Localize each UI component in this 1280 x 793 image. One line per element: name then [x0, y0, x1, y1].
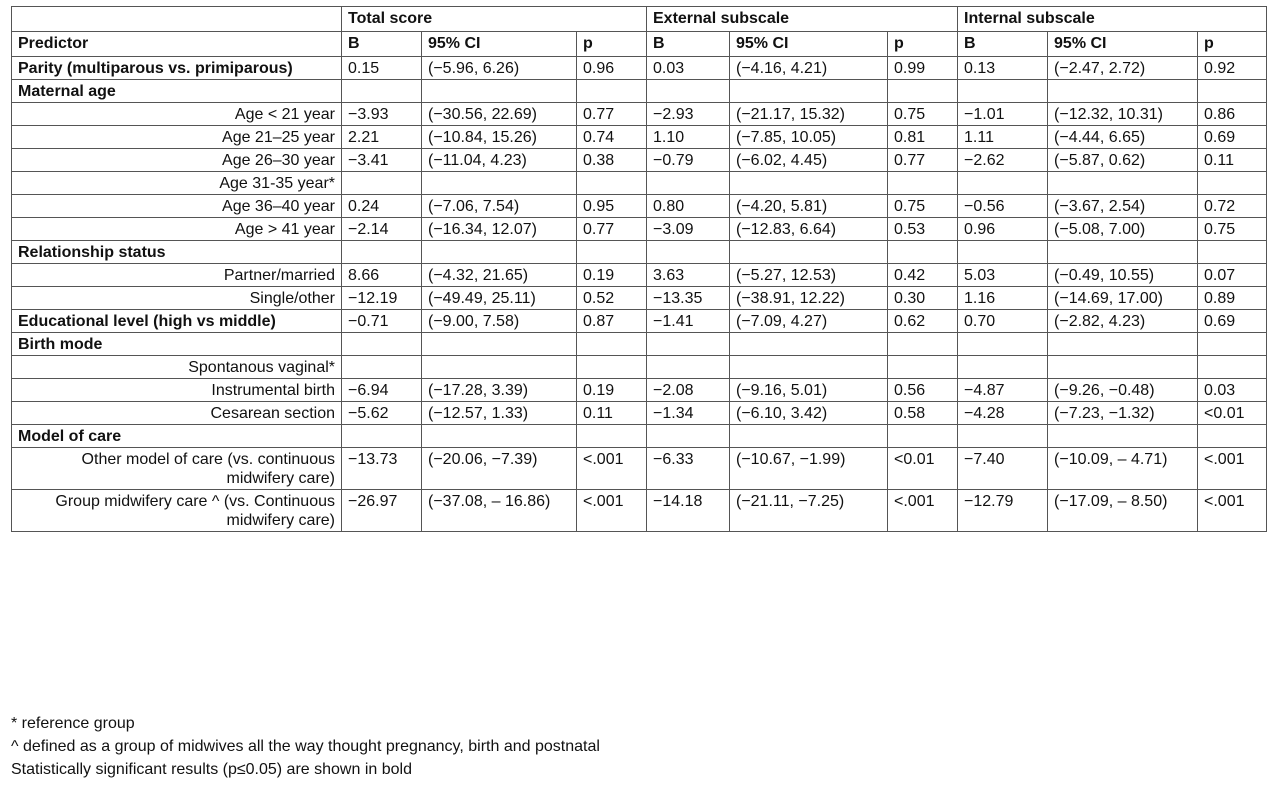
- column-header: p: [1198, 32, 1267, 57]
- footnote-significance: Statistically significant results (p≤0.05) are shown in bold: [11, 761, 412, 778]
- footnote-reference-group: * reference group: [11, 715, 135, 732]
- table-cell: [958, 241, 1048, 264]
- table-row: [12, 356, 1267, 379]
- table-cell: [422, 80, 577, 103]
- table-cell: [730, 356, 888, 379]
- column-header: 95% CI: [730, 32, 888, 57]
- table-cell: [342, 172, 422, 195]
- table-cell: (−7.85, 10.05): [730, 126, 888, 149]
- table-cell: [888, 356, 958, 379]
- table-cell: 0.75: [888, 195, 958, 218]
- table-cell: [730, 241, 888, 264]
- table-cell: [958, 356, 1048, 379]
- table-cell: 0.70: [958, 310, 1048, 333]
- table-cell: [1198, 356, 1267, 379]
- table-cell: (−0.49, 10.55): [1048, 264, 1198, 287]
- table-cell: 0.80: [647, 195, 730, 218]
- table-cell: 0.77: [577, 103, 647, 126]
- table-cell: 0.30: [888, 287, 958, 310]
- table-cell: −2.14: [342, 218, 422, 241]
- table-cell: −6.94: [342, 379, 422, 402]
- table-cell: −3.93: [342, 103, 422, 126]
- predictor-cell: Cesarean section: [12, 402, 342, 425]
- table-cell: [342, 425, 422, 448]
- table-cell: [577, 425, 647, 448]
- table-cell: <.001: [1198, 490, 1267, 532]
- column-header: 95% CI: [422, 32, 577, 57]
- table-cell: (−21.17, 15.32): [730, 103, 888, 126]
- table-cell: −4.28: [958, 402, 1048, 425]
- column-header: Predictor: [12, 32, 342, 57]
- table-cell: 0.19: [577, 379, 647, 402]
- table-cell: [422, 333, 577, 356]
- table-cell: <0.01: [1198, 402, 1267, 425]
- footnote-group-definition: ^ defined as a group of midwives all the way thought pregnancy, birth and postnatal: [11, 738, 600, 755]
- predictor-cell: Age 36–40 year: [12, 195, 342, 218]
- table-cell: −2.93: [647, 103, 730, 126]
- table-cell: (−10.09, – 4.71): [1048, 448, 1198, 490]
- group-header-internal-subscale: Internal subscale: [958, 7, 1267, 32]
- table-cell: 0.69: [1198, 310, 1267, 333]
- table-cell: 0.03: [1198, 379, 1267, 402]
- table-row: [12, 172, 1267, 195]
- table-cell: (−7.23, −1.32): [1048, 402, 1198, 425]
- table-cell: 0.72: [1198, 195, 1267, 218]
- table-cell: −1.01: [958, 103, 1048, 126]
- predictor-cell: Age 31-35 year*: [12, 172, 342, 195]
- table-cell: [577, 356, 647, 379]
- table-cell: −1.41: [647, 310, 730, 333]
- table-cell: (−4.44, 6.65): [1048, 126, 1198, 149]
- table-cell: 0.77: [888, 149, 958, 172]
- table-cell: −3.41: [342, 149, 422, 172]
- table-cell: 0.52: [577, 287, 647, 310]
- table-cell: [730, 172, 888, 195]
- predictor-cell: Age < 21 year: [12, 103, 342, 126]
- table-cell: <0.01: [888, 448, 958, 490]
- table-cell: (−17.09, – 8.50): [1048, 490, 1198, 532]
- table-cell: 0.42: [888, 264, 958, 287]
- table-cell: [1198, 80, 1267, 103]
- table-cell: [958, 333, 1048, 356]
- table-cell: [342, 241, 422, 264]
- table-cell: −13.35: [647, 287, 730, 310]
- table-cell: [958, 425, 1048, 448]
- table-cell: (−9.16, 5.01): [730, 379, 888, 402]
- table-cell: (−7.06, 7.54): [422, 195, 577, 218]
- table-cell: −0.79: [647, 149, 730, 172]
- predictor-cell: Age 26–30 year: [12, 149, 342, 172]
- table-cell: (−12.83, 6.64): [730, 218, 888, 241]
- table-cell: (−4.32, 21.65): [422, 264, 577, 287]
- table-cell: (−2.82, 4.23): [1048, 310, 1198, 333]
- table-cell: (−6.10, 3.42): [730, 402, 888, 425]
- column-header: p: [577, 32, 647, 57]
- table-cell: [1048, 241, 1198, 264]
- table-cell: −2.08: [647, 379, 730, 402]
- table-cell: (−5.08, 7.00): [1048, 218, 1198, 241]
- predictor-cell: Parity (multiparous vs. primiparous): [12, 57, 342, 80]
- predictor-cell: Single/other: [12, 287, 342, 310]
- table-cell: [730, 80, 888, 103]
- table-cell: 1.16: [958, 287, 1048, 310]
- predictor-cell: Other model of care (vs. continuous midwifery care): [12, 448, 342, 490]
- table-cell: <.001: [888, 490, 958, 532]
- group-header-external-subscale: External subscale: [647, 7, 958, 32]
- table-cell: 0.13: [958, 57, 1048, 80]
- column-header: 95% CI: [1048, 32, 1198, 57]
- table-cell: [888, 80, 958, 103]
- table-body: [12, 57, 1267, 532]
- table-cell: (−6.02, 4.45): [730, 149, 888, 172]
- table-row: [12, 264, 1267, 287]
- table-cell: (−49.49, 25.11): [422, 287, 577, 310]
- table-row: [12, 490, 1267, 532]
- table-cell: (−10.84, 15.26): [422, 126, 577, 149]
- table-cell: 2.21: [342, 126, 422, 149]
- table-cell: (−20.06, −7.39): [422, 448, 577, 490]
- table-cell: 0.96: [958, 218, 1048, 241]
- table-cell: [1198, 241, 1267, 264]
- column-header: p: [888, 32, 958, 57]
- table-cell: [888, 333, 958, 356]
- table-cell: −12.79: [958, 490, 1048, 532]
- table-cell: −5.62: [342, 402, 422, 425]
- table-cell: (−5.27, 12.53): [730, 264, 888, 287]
- table-cell: [1048, 333, 1198, 356]
- table-cell: 0.53: [888, 218, 958, 241]
- table-cell: (−37.08, – 16.86): [422, 490, 577, 532]
- table-row: [12, 379, 1267, 402]
- table-cell: 0.75: [1198, 218, 1267, 241]
- table-cell: [647, 356, 730, 379]
- table-cell: (−21.11, −7.25): [730, 490, 888, 532]
- table-cell: 0.95: [577, 195, 647, 218]
- predictor-cell: Age 21–25 year: [12, 126, 342, 149]
- table-cell: 0.75: [888, 103, 958, 126]
- column-header: B: [342, 32, 422, 57]
- table-row: [12, 103, 1267, 126]
- table-cell: [422, 425, 577, 448]
- table-row: [12, 218, 1267, 241]
- table-cell: [647, 333, 730, 356]
- table-cell: 0.38: [577, 149, 647, 172]
- table-cell: [422, 241, 577, 264]
- table-cell: 0.56: [888, 379, 958, 402]
- table-cell: [888, 241, 958, 264]
- table-cell: 0.89: [1198, 287, 1267, 310]
- table-cell: [647, 80, 730, 103]
- table-cell: [577, 241, 647, 264]
- table-cell: (−3.67, 2.54): [1048, 195, 1198, 218]
- table-cell: −2.62: [958, 149, 1048, 172]
- table-cell: 1.10: [647, 126, 730, 149]
- table-cell: [888, 425, 958, 448]
- table-cell: [577, 80, 647, 103]
- table-cell: [1048, 80, 1198, 103]
- table-cell: (−14.69, 17.00): [1048, 287, 1198, 310]
- table-row: [12, 425, 1267, 448]
- table-row: [12, 310, 1267, 333]
- predictor-cell: Age > 41 year: [12, 218, 342, 241]
- table-cell: 0.19: [577, 264, 647, 287]
- table-cell: [730, 425, 888, 448]
- table-cell: 0.69: [1198, 126, 1267, 149]
- table-cell: [342, 356, 422, 379]
- table-cell: [1198, 333, 1267, 356]
- table-cell: [1198, 172, 1267, 195]
- table-row: [12, 333, 1267, 356]
- table-cell: −1.34: [647, 402, 730, 425]
- regression-table: [11, 6, 1267, 532]
- predictor-cell: Model of care: [12, 425, 342, 448]
- table-cell: [342, 333, 422, 356]
- table-cell: 0.58: [888, 402, 958, 425]
- table-cell: <.001: [577, 448, 647, 490]
- table-cell: [577, 172, 647, 195]
- predictor-cell: Relationship status: [12, 241, 342, 264]
- predictor-cell: Educational level (high vs middle): [12, 310, 342, 333]
- table-cell: [422, 172, 577, 195]
- table-cell: (−12.32, 10.31): [1048, 103, 1198, 126]
- table-cell: −0.71: [342, 310, 422, 333]
- table-cell: −0.56: [958, 195, 1048, 218]
- group-header-row: [12, 7, 1267, 32]
- table-cell: 0.99: [888, 57, 958, 80]
- table-cell: (−16.34, 12.07): [422, 218, 577, 241]
- table-cell: (−7.09, 4.27): [730, 310, 888, 333]
- table-cell: [958, 172, 1048, 195]
- table-cell: −12.19: [342, 287, 422, 310]
- table-cell: −26.97: [342, 490, 422, 532]
- table-cell: [958, 80, 1048, 103]
- table-cell: 0.03: [647, 57, 730, 80]
- table-cell: 0.62: [888, 310, 958, 333]
- table-cell: [342, 80, 422, 103]
- table-cell: −7.40: [958, 448, 1048, 490]
- table-cell: <.001: [1198, 448, 1267, 490]
- table-cell: (−30.56, 22.69): [422, 103, 577, 126]
- table-cell: (−4.20, 5.81): [730, 195, 888, 218]
- table-cell: [1048, 356, 1198, 379]
- table-cell: [422, 356, 577, 379]
- table-cell: (−11.04, 4.23): [422, 149, 577, 172]
- predictor-cell: Birth mode: [12, 333, 342, 356]
- table-cell: −14.18: [647, 490, 730, 532]
- column-header: B: [647, 32, 730, 57]
- table-cell: −13.73: [342, 448, 422, 490]
- table-cell: 0.87: [577, 310, 647, 333]
- footnotes: [11, 712, 600, 781]
- table-cell: (−2.47, 2.72): [1048, 57, 1198, 80]
- table-cell: 0.74: [577, 126, 647, 149]
- table-row: [12, 57, 1267, 80]
- table-cell: 0.92: [1198, 57, 1267, 80]
- table-cell: [577, 333, 647, 356]
- table-cell: 5.03: [958, 264, 1048, 287]
- table-cell: (−4.16, 4.21): [730, 57, 888, 80]
- table-cell: (−17.28, 3.39): [422, 379, 577, 402]
- table-row: [12, 241, 1267, 264]
- table-cell: 0.11: [577, 402, 647, 425]
- table-cell: [647, 241, 730, 264]
- table-row: [12, 402, 1267, 425]
- table-cell: <.001: [577, 490, 647, 532]
- table-cell: [888, 172, 958, 195]
- table-cell: −6.33: [647, 448, 730, 490]
- predictor-cell: Maternal age: [12, 80, 342, 103]
- table-cell: −4.87: [958, 379, 1048, 402]
- table-row: [12, 149, 1267, 172]
- column-header-row: [12, 32, 1267, 57]
- predictor-cell: Group midwifery care ^ (vs. Continuous midwifery care): [12, 490, 342, 532]
- predictor-cell: Spontanous vaginal*: [12, 356, 342, 379]
- table-row: [12, 80, 1267, 103]
- table-cell: 0.15: [342, 57, 422, 80]
- predictor-cell: Instrumental birth: [12, 379, 342, 402]
- table-cell: [647, 172, 730, 195]
- table-cell: [1048, 172, 1198, 195]
- table-cell: 0.24: [342, 195, 422, 218]
- table-cell: −3.09: [647, 218, 730, 241]
- table-cell: (−5.87, 0.62): [1048, 149, 1198, 172]
- table-cell: (−9.00, 7.58): [422, 310, 577, 333]
- table-row: [12, 287, 1267, 310]
- table-cell: 0.07: [1198, 264, 1267, 287]
- group-header-total-score: Total score: [342, 7, 647, 32]
- table-cell: [647, 425, 730, 448]
- table-cell: 3.63: [647, 264, 730, 287]
- table-cell: 0.11: [1198, 149, 1267, 172]
- group-header-empty: [12, 7, 342, 32]
- table-cell: (−9.26, −0.48): [1048, 379, 1198, 402]
- table-row: [12, 195, 1267, 218]
- table-cell: [730, 333, 888, 356]
- table-cell: 8.66: [342, 264, 422, 287]
- table-cell: (−38.91, 12.22): [730, 287, 888, 310]
- table-row: [12, 448, 1267, 490]
- table-cell: (−12.57, 1.33): [422, 402, 577, 425]
- table-cell: 0.96: [577, 57, 647, 80]
- table-cell: 0.77: [577, 218, 647, 241]
- table-cell: [1048, 425, 1198, 448]
- table-cell: (−5.96, 6.26): [422, 57, 577, 80]
- table-cell: 0.86: [1198, 103, 1267, 126]
- table-cell: (−10.67, −1.99): [730, 448, 888, 490]
- table-cell: 0.81: [888, 126, 958, 149]
- column-header: B: [958, 32, 1048, 57]
- table-row: [12, 126, 1267, 149]
- predictor-cell: Partner/married: [12, 264, 342, 287]
- table-cell: [1198, 425, 1267, 448]
- table-cell: 1.11: [958, 126, 1048, 149]
